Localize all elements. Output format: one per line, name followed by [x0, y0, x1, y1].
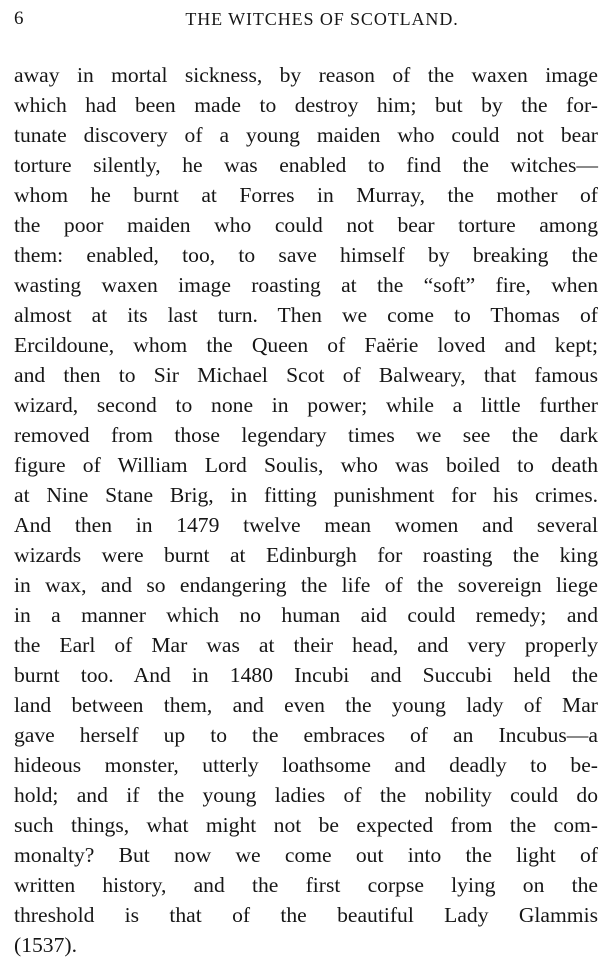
text-line: removed from those legendary times we see the dark [14, 423, 598, 447]
text-line: the poor maiden who could not bear torture among [14, 213, 598, 237]
text-line: whom he burnt at Forres in Murray, the mother of [14, 183, 598, 207]
text-line: Ercildoune, whom the Queen of Faërie loved and kept; [14, 333, 598, 357]
text-line: them: enabled, too, to save himself by breaking the [14, 243, 598, 267]
text-line: (1537). [14, 933, 77, 957]
text-line: such things, what might not be expected from the com- [14, 813, 598, 837]
text-line: wasting waxen image roasting at the “soft” fire, when [14, 273, 598, 297]
text-line: which had been made to destroy him; but by the for- [14, 93, 598, 117]
text-line: away in mortal sickness, by reason of the waxen image [14, 63, 598, 87]
text-line: threshold is that of the beautiful Lady Glammis [14, 903, 598, 927]
text-line: land between them, and even the young lady of Mar [14, 693, 598, 717]
running-head [14, 6, 594, 32]
text-line: monalty? But now we come out into the light of [14, 843, 598, 867]
text-line: in a manner which no human aid could remedy; and [14, 603, 598, 627]
text-line: wizard, second to none in power; while a little further [14, 393, 598, 417]
page-number: 6 [14, 8, 24, 29]
text-line: wizards were burnt at Edinburgh for roasting the king [14, 543, 598, 567]
running-title: THE WITCHES OF SCOTLAND. [185, 9, 459, 29]
text-line: tunate discovery of a young maiden who could not bear [14, 123, 598, 147]
text-line: at Nine Stane Brig, in fitting punishment for his crimes. [14, 483, 598, 507]
body-text [14, 60, 598, 960]
text-line: hideous monster, utterly loathsome and deadly to be- [14, 753, 598, 777]
text-line: And then in 1479 twelve mean women and several [14, 513, 598, 537]
text-line: torture silently, he was enabled to find the witches— [14, 153, 598, 177]
text-line: in wax, and so endangering the life of the sovereign liege [14, 573, 598, 597]
text-line: burnt too. And in 1480 Incubi and Succubi held the [14, 663, 598, 687]
text-line: almost at its last turn. Then we come to Thomas of [14, 303, 598, 327]
text-line: hold; and if the young ladies of the nobility could do [14, 783, 598, 807]
text-line: written history, and the first corpse lying on the [14, 873, 598, 897]
text-line: the Earl of Mar was at their head, and very properly [14, 633, 598, 657]
text-line: and then to Sir Michael Scot of Balweary, that famous [14, 363, 598, 387]
text-line: gave herself up to the embraces of an Incubus—a [14, 723, 598, 747]
text-line: figure of William Lord Soulis, who was boiled to death [14, 453, 598, 477]
